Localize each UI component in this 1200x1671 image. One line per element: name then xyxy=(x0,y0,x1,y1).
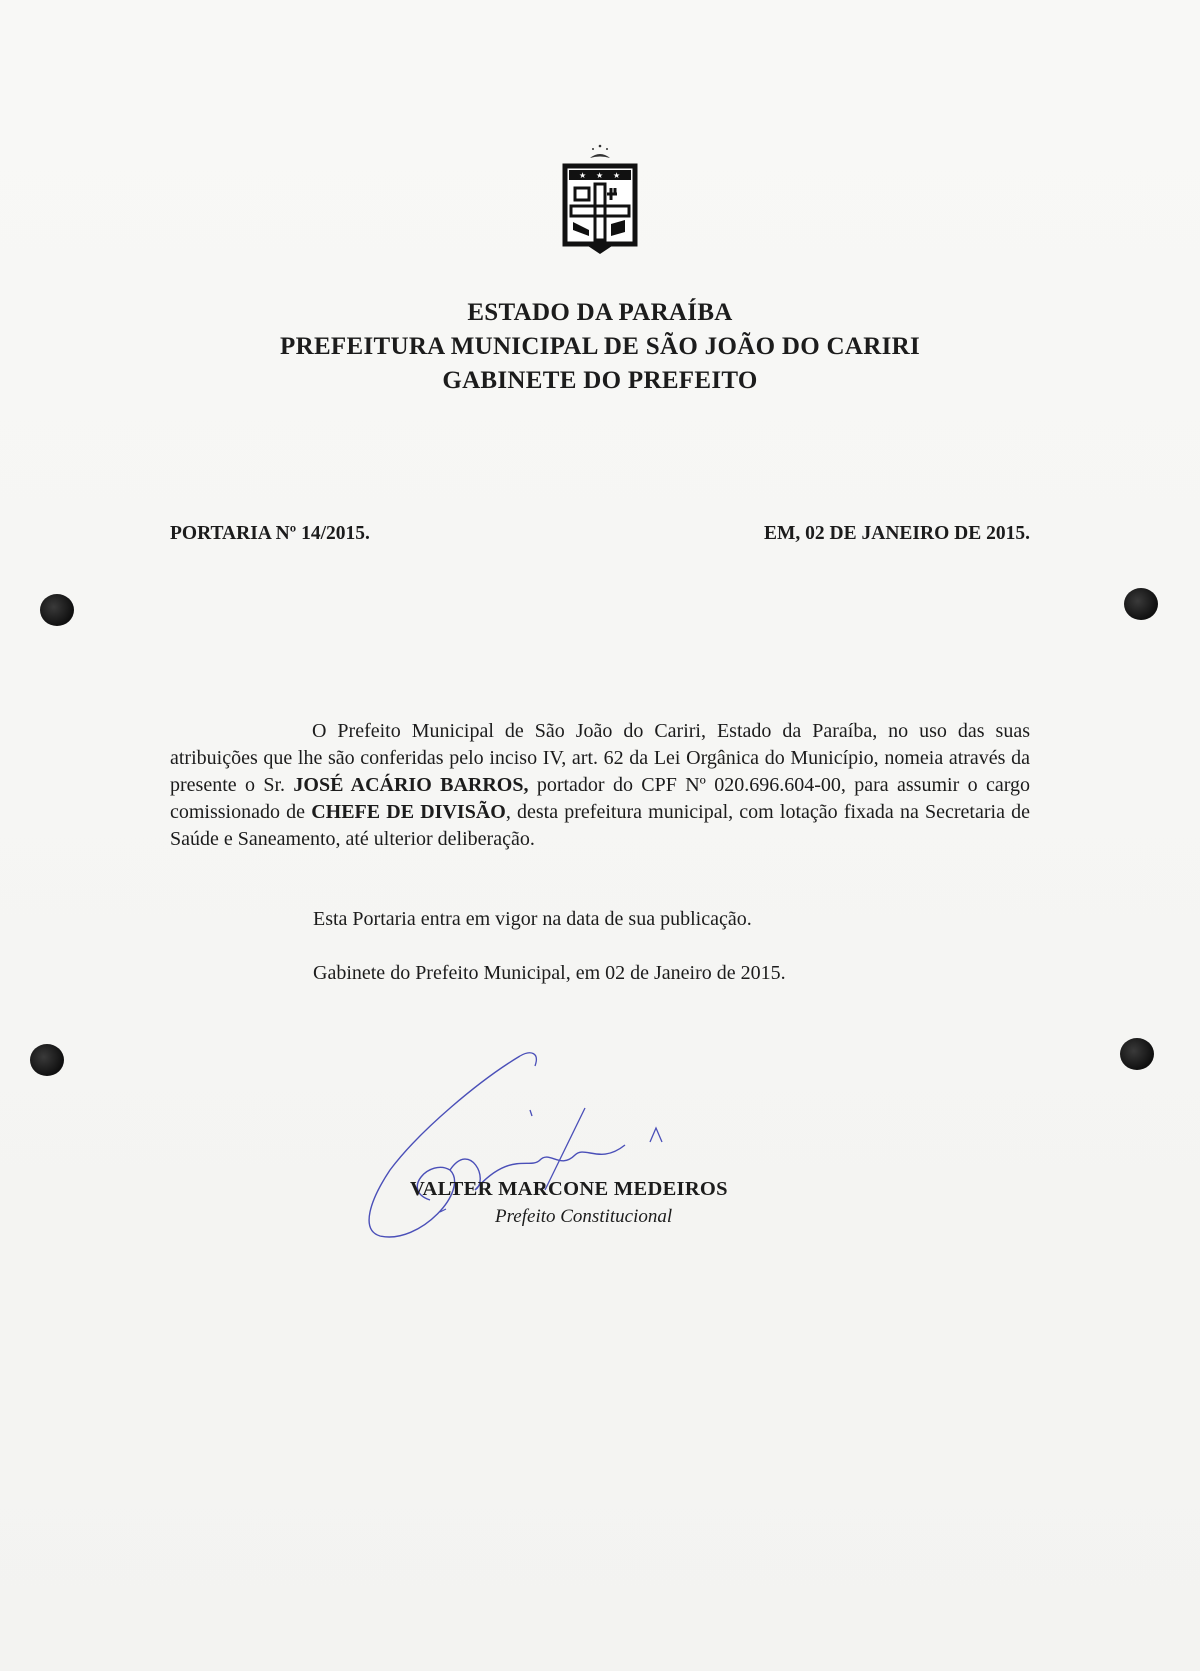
punch-hole-icon xyxy=(40,594,74,626)
signer-name: VALTER MARCONE MEDEIROS xyxy=(410,1178,728,1200)
portaria-date: EM, 02 DE JANEIRO DE 2015. xyxy=(764,523,1030,544)
coat-of-arms-icon xyxy=(555,140,645,260)
svg-text:★: ★ xyxy=(596,171,604,180)
para-text-c: , desta prefeitura municipal, com lotação fixada na Secretaria de Saúde e Saneamento, até ulterior deliberação. xyxy=(170,801,1030,850)
punch-hole-icon xyxy=(30,1044,64,1076)
nominee-name: JOSÉ ACÁRIO BARROS, xyxy=(293,774,529,796)
svg-text:★: ★ xyxy=(613,171,621,180)
effective-statement: Esta Portaria entra em vigor na data de sua publicação. xyxy=(313,908,752,930)
signer-title: Prefeito Constitucional xyxy=(495,1206,673,1227)
svg-text:★: ★ xyxy=(579,171,587,180)
nomination-paragraph xyxy=(170,718,1030,853)
header-prefeitura: PREFEITURA MUNICIPAL DE SÃO JOÃO DO CARIRI xyxy=(280,333,920,360)
body-paragraph xyxy=(170,718,1030,853)
para-text-a: O Prefeito Municipal de São João do Cariri, Estado da Paraíba, no uso das suas atribuições que lhe são conferidas pelo inciso IV, art. 62 da Lei Orgânica do Município, nomeia através da presente o Sr. xyxy=(170,720,1030,796)
document-header xyxy=(0,296,1200,398)
header-gabinete: GABINETE DO PREFEITO xyxy=(442,367,758,394)
closing-statement: Gabinete do Prefeito Municipal, em 02 de Janeiro de 2015. xyxy=(313,962,786,984)
para-text-b: portador do CPF Nº 020.696.604-00, para assumir o cargo comissionado de xyxy=(170,774,1031,823)
role-name: CHEFE DE DIVISÃO xyxy=(311,801,506,823)
portaria-number: PORTARIA Nº 14/2015. xyxy=(170,523,370,544)
punch-hole-icon xyxy=(1120,1038,1154,1070)
header-state: ESTADO DA PARAÍBA xyxy=(467,299,733,326)
punch-hole-icon xyxy=(1124,588,1158,620)
